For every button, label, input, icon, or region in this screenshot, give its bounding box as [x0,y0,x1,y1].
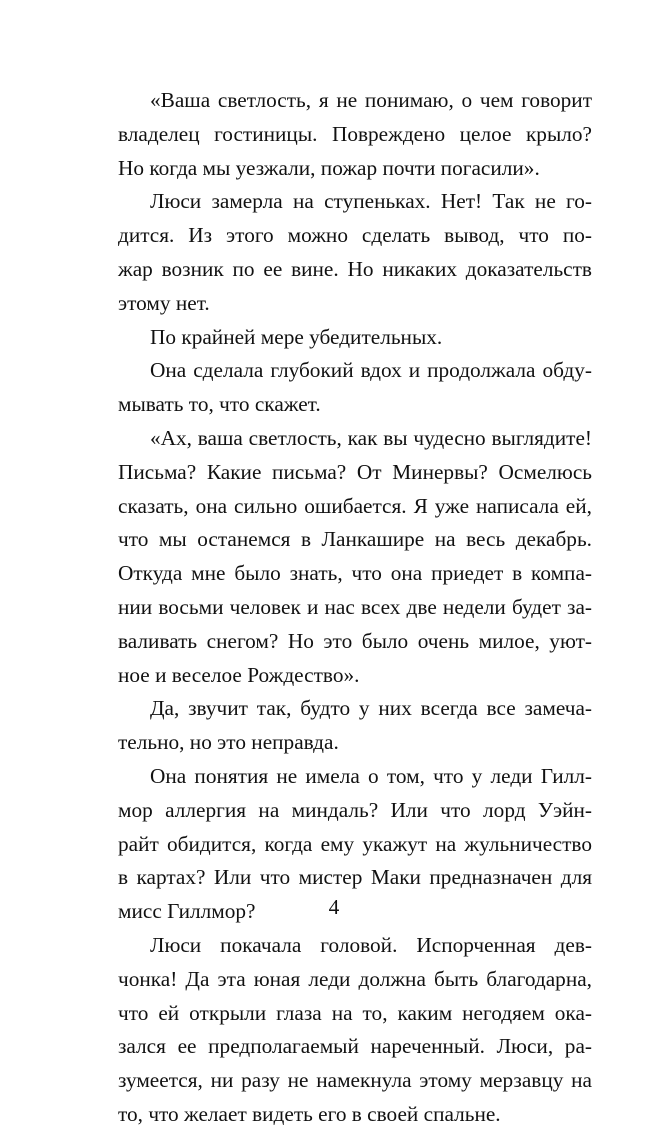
text-line: что ей открыли глаза на то, каким негодяем ока- [118,1000,592,1025]
text-line: «Ваша светлость, я не понимаю, о чем говорит [150,88,592,112]
paragraph [118,321,592,355]
paragraph [118,354,592,422]
text-line: жар возник по ее вине. Но никаких доказательств [118,256,592,281]
paragraph [118,929,592,1132]
text-line: ное и веселое Рождество». [118,662,360,687]
text-line: то, что желает видеть его в своей спальне. [118,1101,501,1126]
text-line: этому нет. [118,290,210,315]
text-line: зумеется, ни разу не намекнула этому мерзавцу на [118,1068,592,1093]
text-line: мисс Гиллмор? [118,899,256,924]
text-line: Да, звучит так, будто у них всегда все замеча- [150,696,592,721]
text-line: владелец гостиницы. Повреждено целое крыло? [118,121,592,146]
text-line: что мы останемся в Ланкашире на весь декабрь. [118,527,592,552]
text-line: Она сделала глубокий вдох и продолжала обду- [150,358,592,383]
text-line: Письма? Какие письма? От Минервы? Осмелюсь [118,459,592,484]
text-line: сказать, она сильно ошибается. Я уже написала ей, [118,493,592,518]
text-line: райт обидится, когда ему укажут на жульничество [118,831,592,856]
text-line: мор аллергия на миндаль? Или что лорд Уэйн- [118,797,592,822]
text-line: нии восьми человек и нас всех две недели будет за- [118,594,592,619]
text-line: чонка! Да эта юная леди должна быть благодарна, [118,966,592,991]
text-line: Люси покачала головой. Испорченная дев- [150,932,592,957]
text-line: в картах? Или что мистер Маки предназначен для [118,865,592,890]
text-line: Она понятия не имела о том, что у леди Гилл- [150,763,592,788]
text-line: дится. Из этого можно сделать вывод, что по- [118,223,592,248]
body-text [118,84,592,1132]
paragraph [118,692,592,760]
text-line: Но когда мы уезжали, пожар почти погасили». [118,155,540,180]
paragraph [118,422,592,692]
page-number: 4 [328,895,340,919]
text-line: мывать то, что скажет. [118,392,321,417]
paragraph [118,185,592,320]
text-line: Люси замерла на ступеньках. Нет! Так не го- [150,189,592,214]
text-line: По крайней мере убедительных. [150,324,443,349]
paragraph [118,84,592,185]
text-line: «Ах, ваша светлость, как вы чудесно выглядите! [150,425,592,450]
text-line: зался ее предполагаемый нареченный. Люси, ра- [118,1034,592,1059]
text-line: валивать снегом? Но это было очень милое, уют- [118,628,592,653]
text-line: тельно, но это неправда. [118,730,339,755]
text-line: Откуда мне было знать, что она приедет в компа- [118,561,592,586]
